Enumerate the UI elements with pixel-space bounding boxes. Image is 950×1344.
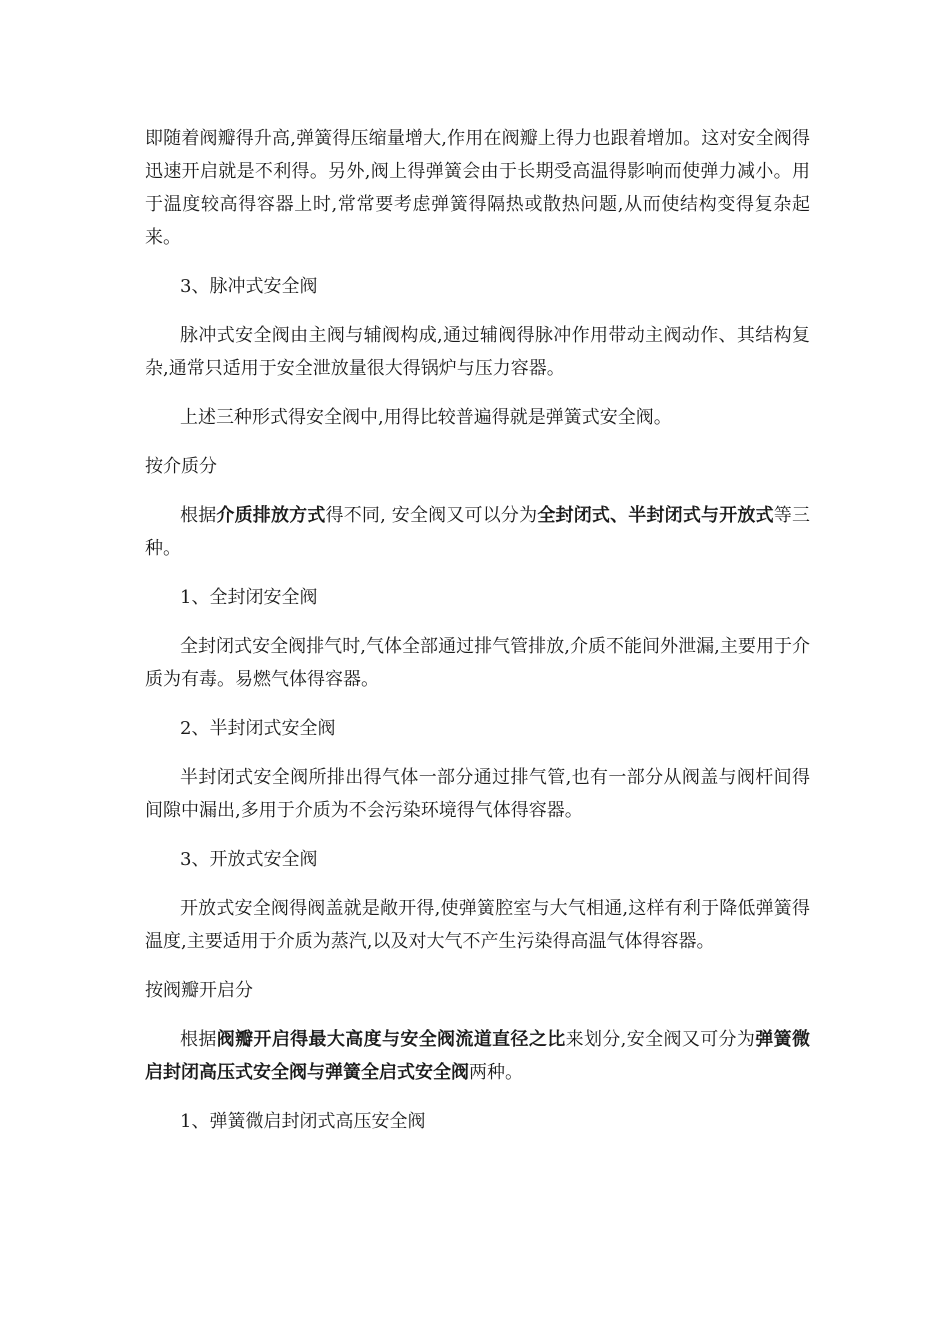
heading-by-disc-opening: 按阀瓣开启分 xyxy=(145,980,253,1001)
text-segment: 根据 xyxy=(180,1029,217,1050)
bold-term: 全封闭式、半封闭式与开放式 xyxy=(537,505,774,526)
heading-open-type: 3、开放式安全阀 xyxy=(180,849,318,870)
text-segment: 根据 xyxy=(180,505,217,526)
heading-by-medium: 按介质分 xyxy=(145,456,217,477)
document-page xyxy=(145,122,810,1154)
paragraph-spring-drawbacks: 即随着阀瓣得升高,弹簧得压缩量增大,作用在阀瓣上得力也跟着增加。这对安全阀得迅速开启就是不利得。另外,阀上得弹簧会由于长期受高温得影响而使弹力减小。用于温度较高得容器上时,常常要考虑弹簧得隔热或散热问题,从而使结构变得复杂起来。 xyxy=(145,128,810,248)
bold-term: 弹簧微启封闭高压式安全阀与弹簧全启式安全阀 xyxy=(145,1029,811,1083)
paragraph-half-sealed: 半封闭式安全阀所排出得气体一部分通过排气管,也有一部分从阀盖与阀杆间得间隙中漏出,多用于介质为不会污染环境得气体得容器。 xyxy=(145,767,810,821)
text-segment: 得不同, 安全阀又可以分为 xyxy=(325,505,538,526)
heading-micro-lift: 1、弹簧微启封闭式高压安全阀 xyxy=(180,1111,426,1132)
text-segment: 等三种。 xyxy=(145,505,811,559)
bold-term: 介质排放方式 xyxy=(216,505,326,526)
paragraph-by-medium xyxy=(145,499,810,565)
paragraph-open-type: 开放式安全阀得阀盖就是敞开得,使弹簧腔室与大气相通,这样有利于降低弹簧得温度,主要适用于介质为蒸汽,以及对大气不产生污染得高温气体得容器。 xyxy=(145,898,810,952)
heading-full-sealed: 1、全封闭安全阀 xyxy=(180,587,318,608)
text-segment: 两种。 xyxy=(469,1062,523,1083)
text-segment: 来划分,安全阀又可分为 xyxy=(565,1029,756,1050)
heading-half-sealed: 2、半封闭式安全阀 xyxy=(180,718,336,739)
paragraph-pulse-valve: 脉冲式安全阀由主阀与辅阀构成,通过辅阀得脉冲作用带动主阀动作、其结构复杂,通常只适用于安全泄放量很大得锅炉与压力容器。 xyxy=(145,325,810,379)
paragraph-full-sealed: 全封闭式安全阀排气时,气体全部通过排气管排放,介质不能间外泄漏,主要用于介质为有毒。易燃气体得容器。 xyxy=(145,636,810,690)
heading-pulse-valve: 3、脉冲式安全阀 xyxy=(180,276,318,297)
paragraph-by-disc-opening xyxy=(145,1023,810,1089)
paragraph-summary: 上述三种形式得安全阀中,用得比较普遍得就是弹簧式安全阀。 xyxy=(180,407,672,428)
bold-term: 阀瓣开启得最大高度与安全阀流道直径之比 xyxy=(216,1029,566,1050)
